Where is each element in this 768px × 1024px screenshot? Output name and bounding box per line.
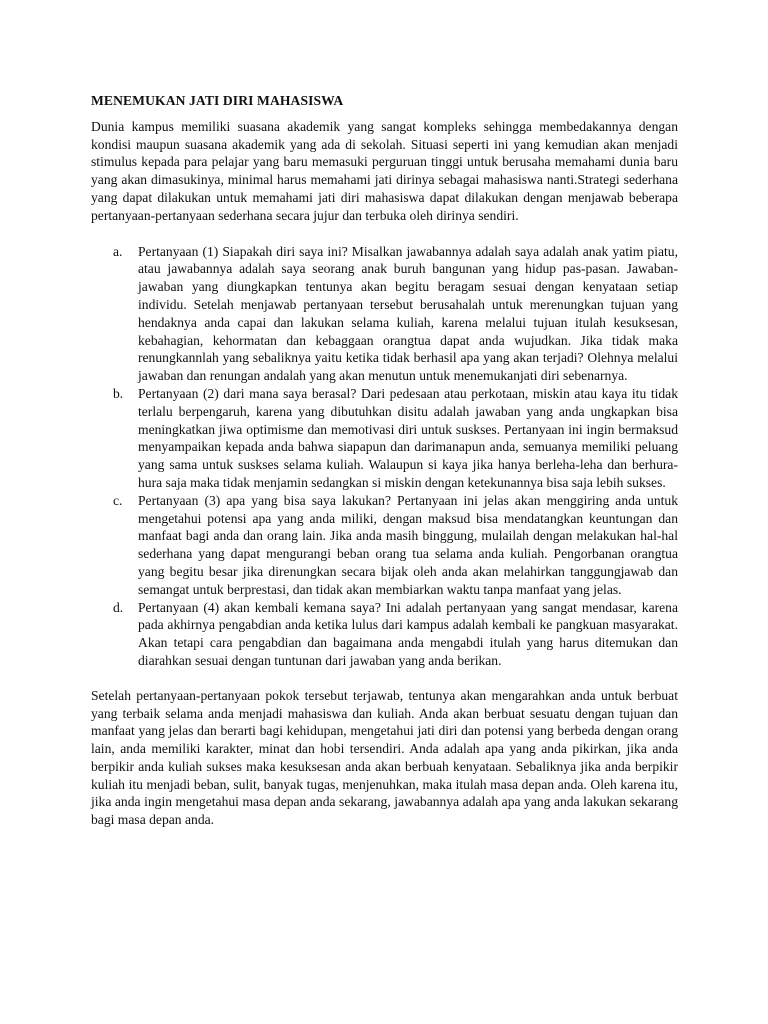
closing-paragraph: Setelah pertanyaan-pertanyaan pokok tersebut terjawab, tentunya akan mengarahkan anda untuk berbuat yang terbaik selama anda menjadi mahasiswa dan kuliah. Anda akan berbuat sesuatu dengan tujuan dan manfaat yang jelas dan berarti bagi kehidupan, mengetahui jati diri dan potensi yang berbeda dengan orang lain, anda memiliki karakter, minat dan hobi tersendiri. Anda adalah apa yang anda pikirkan, jika anda berpikir anda kuliah sukses maka kesuksesan anda akan berbuah kenyataan. Sebaliknya jika anda berpikir kuliah itu menjadi beban, sulit, banyak tugas, menjenuhkan, maka itulah masa depan anda. Oleh karena itu, jika anda ingin mengetahui masa depan anda sekarang, jawabannya adalah apa yang anda lakukan sekarang bagi masa depan anda. xyxy=(91,687,678,828)
intro-paragraph: Dunia kampus memiliki suasana akademik yang sangat kompleks sehingga membedakannya dengan kondisi maupun suasana akademik yang ada di sekolah. Situasi seperti ini yang kemudian akan menjadi stimulus kepada para pelajar yang baru memasuki perguruan tinggi untuk berusaha memahami dunia baru yang akan dimasukinya, minimal harus memahami jati dirinya sebagai mahasiswa nanti.Strategi sederhana yang dapat dilakukan untuk memahami jati diri mahasiswa dapat dilakukan dengan menjawab beberapa pertanyaan-pertanyaan sederhana secara jujur dan terbuka oleh dirinya sendiri. xyxy=(91,118,678,223)
list-item xyxy=(91,492,678,599)
list-marker: b. xyxy=(113,385,124,401)
list-marker: d. xyxy=(113,599,124,615)
list-item-text: Pertanyaan (3) apa yang bisa saya lakukan? Pertanyaan ini jelas akan menggiring anda untuk mengetahui potensi apa yang anda miliki, dengan maksud bisa mendatangkan keuntungan dan manfaat bagi anda dan orang lain. Jika anda masih binggung, mulailah dengan melakukan hal-hal sederhana yang dapat mengurangi beban orang tua selama anda kuliah. Pengorbanan orangtua yang begitu besar jika direnungkan secara bijak oleh anda akan melahirkan tanggungjawab dan semangat untuk berprestasi, dan tidak akan membiarkan waktu tanpa manfaat yang jelas. xyxy=(138,492,678,597)
list-marker: a. xyxy=(113,243,123,259)
question-list xyxy=(91,243,678,670)
list-item-text: Pertanyaan (4) akan kembali kemana saya? Ini adalah pertanyaan yang sangat mendasar, karena pada akhirnya pengabdian anda ketika lulus dari kampus adalah kembali ke pangkuan masyarakat. Akan tetapi cara pengabdian dan bagaimana anda mengabdi itulah yang harus ditemukan dan diarahkan sesuai dengan tuntunan dari jawaban yang anda berikan. xyxy=(138,599,678,668)
document-title: MENEMUKAN JATI DIRI MAHASISWA xyxy=(91,93,344,108)
list-item xyxy=(91,385,678,492)
list-item-text: Pertanyaan (2) dari mana saya berasal? Dari pedesaan atau perkotaan, miskin atau kaya itu tidak terlalu berpengaruh, karena yang dibutuhkan disitu adalah jawaban yang anda ungkapkan bisa meningkatkan jiwa optimisme dan memotivasi diri untuk suskses. Pertanyaan ini ingin bermaksud menyampaikan kepada anda bahwa siapapun dan darimanapun anda, semuanya memiliki peluang yang sama untuk suskses selama kuliah. Walaupun si kaya jika hanya berleha-leha dan berhura-hura saja maka tidak menjamin sedangkan si miskin dengan ketekunannya bisa saja lebih sukses. xyxy=(138,385,678,490)
list-item xyxy=(91,599,678,670)
list-item xyxy=(91,243,678,385)
list-marker: c. xyxy=(113,492,123,508)
list-item-text: Pertanyaan (1) Siapakah diri saya ini? Misalkan jawabannya adalah saya adalah anak yatim piatu, atau jawabannya adalah saya seorang anak buruh bangunan yang hidup pas-pasan. Jawaban-jawaban yang diungkapkan tentunya akan begitu beragam sesuai dengan kenyataan setiap individu. Setelah menjawab pertanyaan tersebut berusahalah untuk merenungkan tujuan yang hendaknya anda capai dan lakukan selama kuliah, karena melalui tujuan itulah kesuksesan, kebahagian, kehormatan dan kebaggaan orangtua dapat anda wujudkan. Jika tidak maka renungkannlah yang sebaliknya yaitu ketika tidak berhasil apa yang akan terjadi? Olehnya melalui jawaban dan renungan andalah yang akan menutun untuk menemukanjati diri sebenarnya. xyxy=(138,243,678,384)
